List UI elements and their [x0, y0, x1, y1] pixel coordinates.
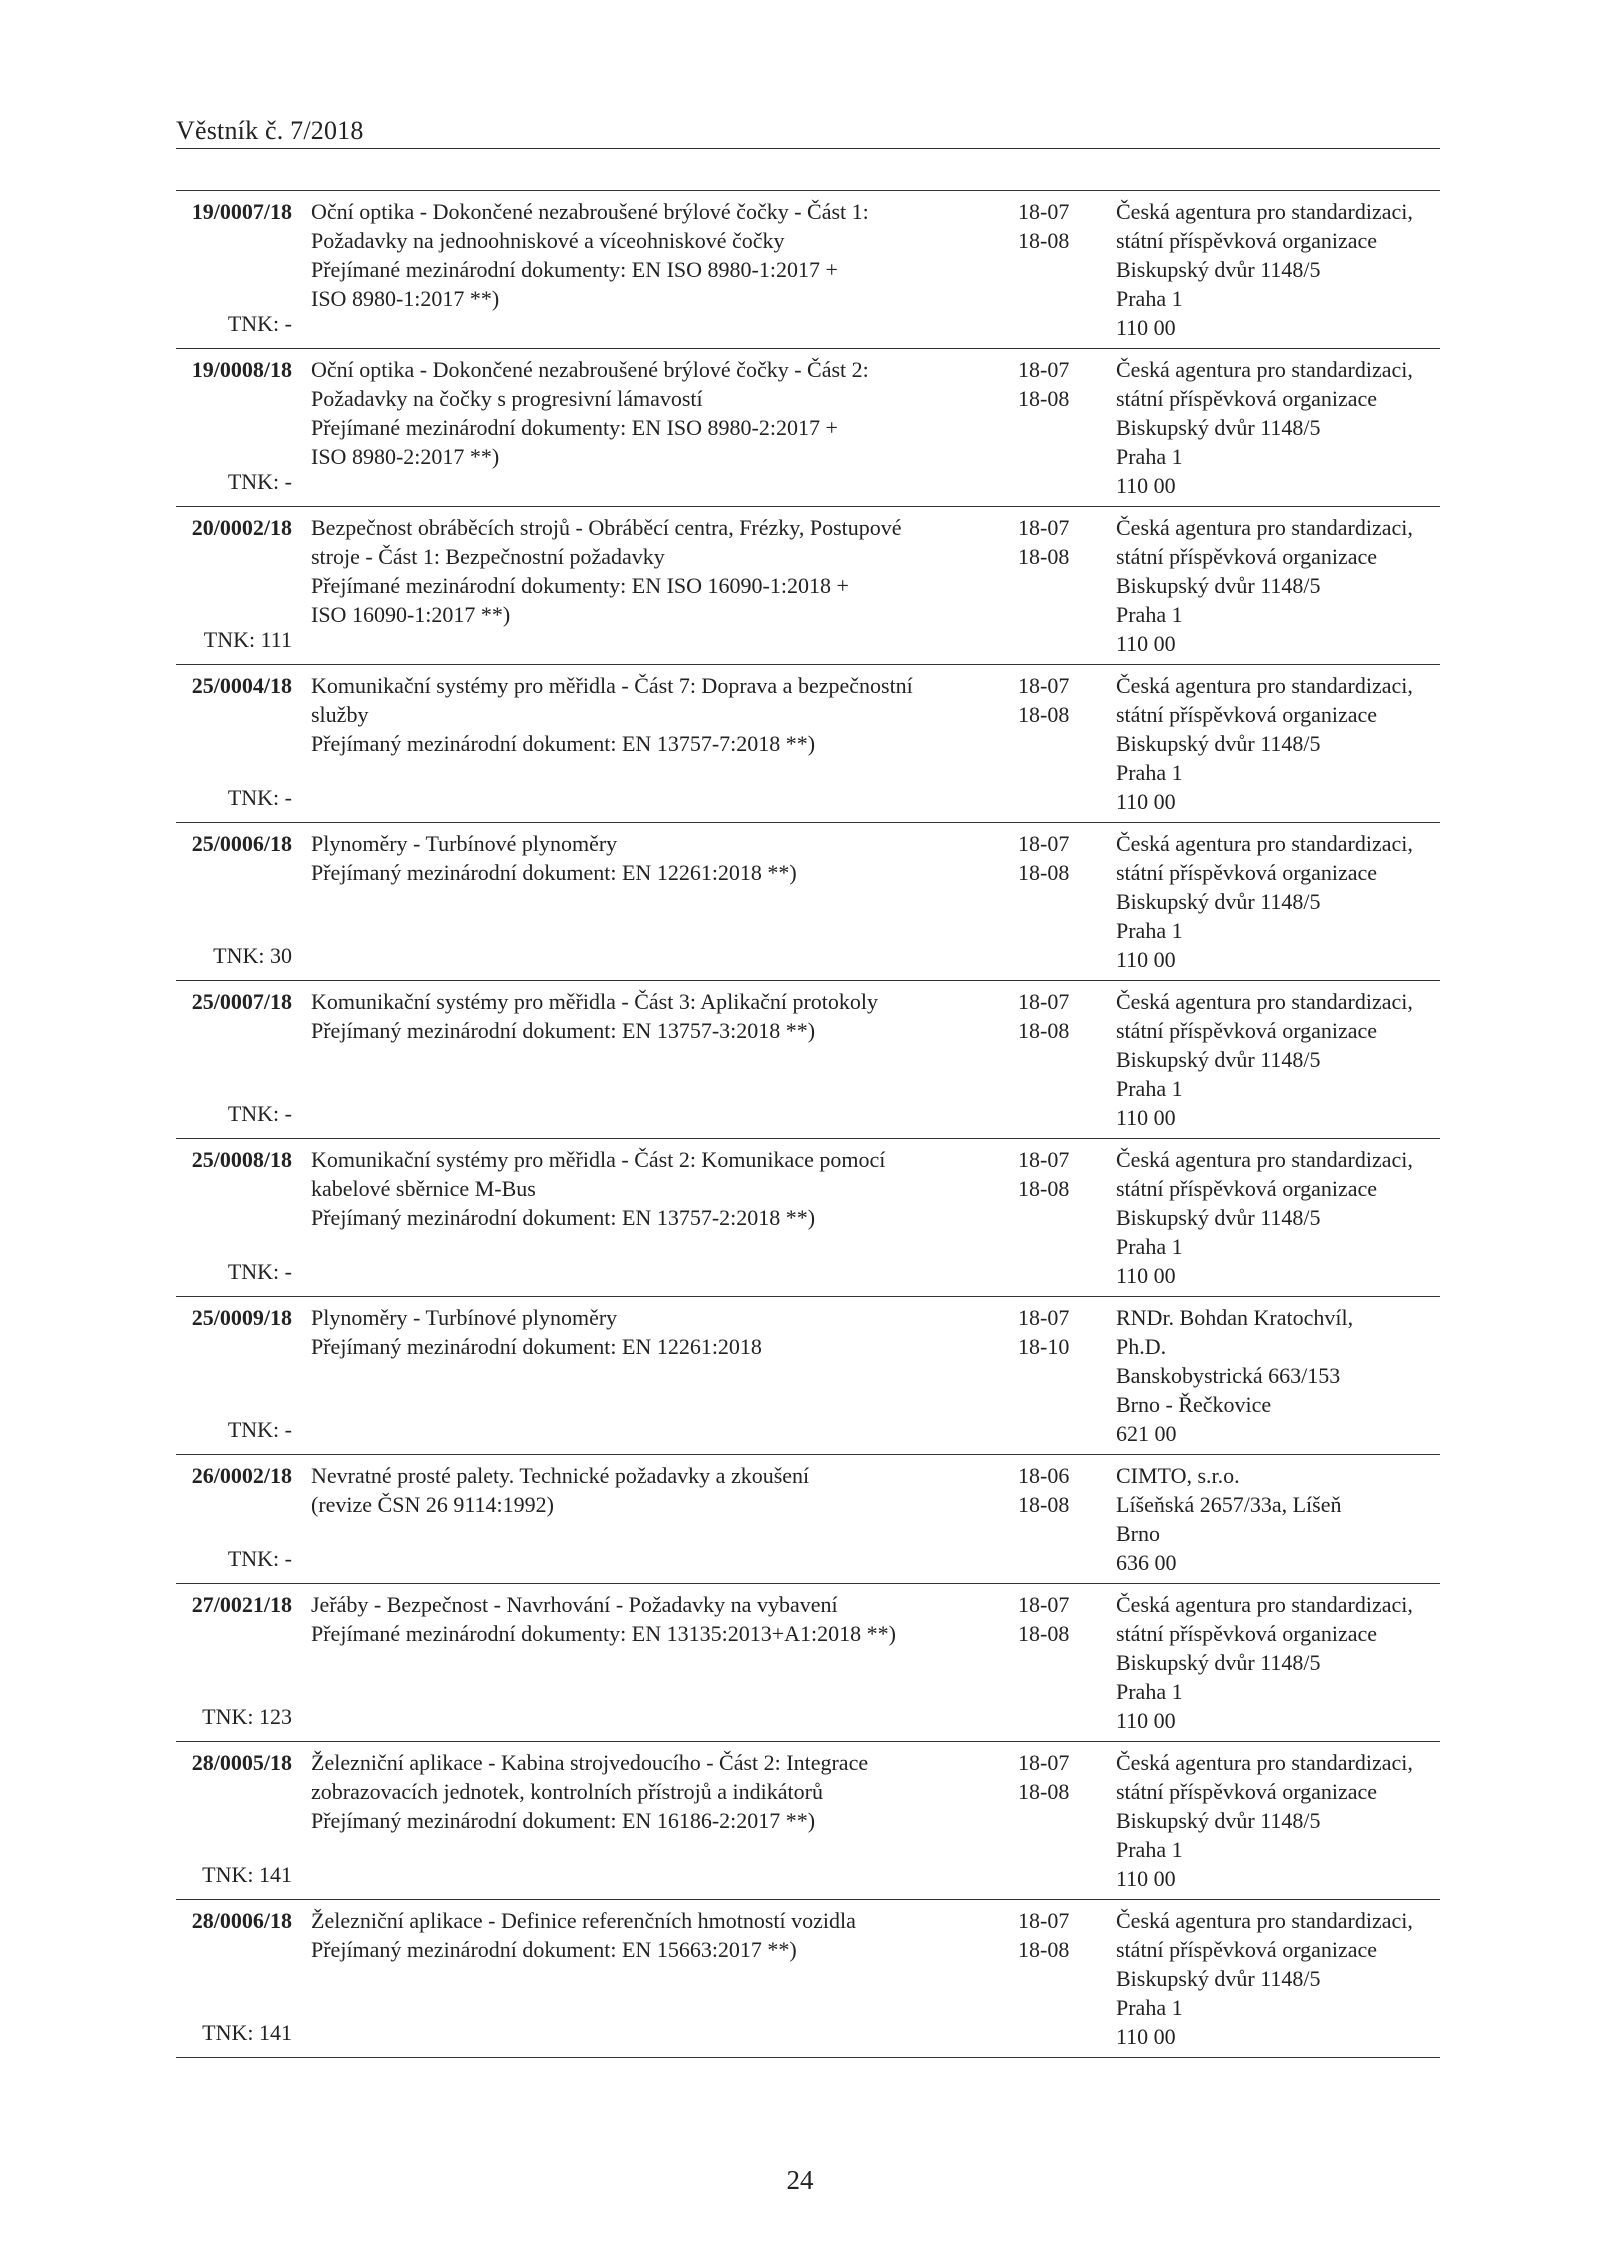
entry-number: 19/0008/18 — [191, 357, 292, 382]
entry-title-line: Oční optika - Dokončené nezabroušené brýlové čočky - Část 1: — [311, 199, 869, 224]
entry-code: 18-08 — [1018, 702, 1070, 727]
entry-organization-line: 110 00 — [1116, 789, 1176, 814]
entry-codes — [1018, 1461, 1098, 1519]
entry-number: 28/0006/18 — [191, 1908, 292, 1933]
entry-organization-line: státní příspěvková organizace — [1116, 1779, 1378, 1804]
entry-title-line: Přejímané mezinárodní dokumenty: EN ISO 16090-1:2018 + — [311, 573, 849, 598]
entry-organization-line: státní příspěvková organizace — [1116, 386, 1378, 411]
list-item — [176, 822, 1440, 980]
entry-organization — [1116, 671, 1446, 816]
entry-organization-line: 110 00 — [1116, 631, 1176, 656]
entry-organization — [1116, 355, 1446, 500]
list-item — [176, 1138, 1440, 1296]
entry-code: 18-07 — [1018, 1592, 1070, 1617]
entry-code: 18-06 — [1018, 1463, 1070, 1488]
entry-code: 18-07 — [1018, 1908, 1070, 1933]
entry-organization-line: státní příspěvková organizace — [1116, 228, 1378, 253]
entry-code: 18-07 — [1018, 989, 1070, 1014]
entry-number: 25/0008/18 — [191, 1147, 292, 1172]
entry-organization-line: Biskupský dvůr 1148/5 — [1116, 257, 1321, 282]
entry-organization-line: Česká agentura pro standardizaci, — [1116, 1592, 1413, 1617]
entry-organization-line: Praha 1 — [1116, 760, 1183, 785]
entry-title-line: Požadavky na čočky s progresivní lámavostí — [311, 386, 703, 411]
entry-code: 18-08 — [1018, 544, 1070, 569]
list-item — [176, 1583, 1440, 1741]
entry-code: 18-08 — [1018, 1018, 1070, 1043]
entry-organization-line: Biskupský dvůr 1148/5 — [1116, 415, 1321, 440]
entry-code: 18-08 — [1018, 386, 1070, 411]
entry-organization-line: Biskupský dvůr 1148/5 — [1116, 731, 1321, 756]
entry-tnk: TNK: - — [227, 1101, 292, 1126]
entry-organization-line: Brno - Řečkovice — [1116, 1392, 1272, 1417]
entry-tnk: TNK: 30 — [213, 943, 292, 968]
entry-title-line: Přejímané mezinárodní dokumenty: EN ISO 8980-2:2017 + — [311, 415, 838, 440]
entry-organization-line: Biskupský dvůr 1148/5 — [1116, 1650, 1321, 1675]
entry-organization-line: Praha 1 — [1116, 1234, 1183, 1259]
entry-organization-line: CIMTO, s.r.o. — [1116, 1463, 1240, 1488]
entry-title-line: Požadavky na jednoohniskové a víceohniskové čočky — [311, 228, 785, 253]
entry-tnk: TNK: - — [227, 1546, 292, 1571]
entry-organization-line: Biskupský dvůr 1148/5 — [1116, 1047, 1321, 1072]
entry-organization-line: Banskobystrická 663/153 — [1116, 1363, 1341, 1388]
entry-organization — [1116, 1145, 1446, 1290]
entry-tnk: TNK: 123 — [202, 1704, 292, 1729]
entry-organization-line: Brno — [1116, 1521, 1160, 1546]
entry-code: 18-08 — [1018, 228, 1070, 253]
entry-code: 18-07 — [1018, 515, 1070, 540]
entry-tnk: TNK: 141 — [202, 2020, 292, 2045]
entry-organization-line: Česká agentura pro standardizaci, — [1116, 1908, 1413, 1933]
entry-organization-line: Praha 1 — [1116, 286, 1183, 311]
entry-title-line: stroje - Část 1: Bezpečnostní požadavky — [311, 544, 665, 569]
entry-organization-line: Líšeňská 2657/33a, Líšeň — [1116, 1492, 1342, 1517]
entry-codes — [1018, 829, 1098, 887]
entry-organization-line: 110 00 — [1116, 1263, 1176, 1288]
entry-organization-line: Biskupský dvůr 1148/5 — [1116, 889, 1321, 914]
list-item — [176, 506, 1440, 664]
entry-organization-line: Česká agentura pro standardizaci, — [1116, 673, 1413, 698]
list-item — [176, 190, 1440, 348]
entry-organization-line: Česká agentura pro standardizaci, — [1116, 989, 1413, 1014]
entry-code: 18-07 — [1018, 1750, 1070, 1775]
entry-organization-line: Praha 1 — [1116, 444, 1183, 469]
entry-tnk: TNK: 141 — [202, 1862, 292, 1887]
entry-title-line: Přejímaný mezinárodní dokument: EN 12261:2018 — [311, 1334, 762, 1359]
entry-codes — [1018, 1748, 1098, 1806]
entry-organization-line: 110 00 — [1116, 947, 1176, 972]
entry-organization — [1116, 829, 1446, 974]
entry-organization-line: 110 00 — [1116, 1105, 1176, 1130]
entry-tnk: TNK: 111 — [203, 627, 292, 652]
entry-code: 18-08 — [1018, 860, 1070, 885]
entry-organization-line: státní příspěvková organizace — [1116, 1937, 1378, 1962]
entry-code: 18-07 — [1018, 357, 1070, 382]
entry-codes — [1018, 1590, 1098, 1648]
entry-organization-line: Praha 1 — [1116, 918, 1183, 943]
entry-code: 18-07 — [1018, 199, 1070, 224]
entry-tnk: TNK: - — [227, 1259, 292, 1284]
entry-organization-line: státní příspěvková organizace — [1116, 1176, 1378, 1201]
entry-title-line: Přejímaný mezinárodní dokument: EN 15663:2017 **) — [311, 1937, 797, 1962]
journal-title: Věstník č. 7/2018 — [176, 116, 364, 145]
entry-organization-line: státní příspěvková organizace — [1116, 702, 1378, 727]
entry-organization-line: Praha 1 — [1116, 1995, 1183, 2020]
entry-title-line: kabelové sběrnice M-Bus — [311, 1176, 536, 1201]
entry-number: 25/0009/18 — [191, 1305, 292, 1330]
entry-codes — [1018, 1906, 1098, 1964]
entry-number: 25/0006/18 — [191, 831, 292, 856]
entry-organization-line: státní příspěvková organizace — [1116, 860, 1378, 885]
entry-organization-line: státní příspěvková organizace — [1116, 544, 1378, 569]
entry-code: 18-08 — [1018, 1492, 1070, 1517]
entry-organization-line: 110 00 — [1116, 1708, 1176, 1733]
entry-title-line: Komunikační systémy pro měřidla - Část 3: Aplikační protokoly — [311, 989, 879, 1014]
entry-organization — [1116, 987, 1446, 1132]
entry-title-line: Komunikační systémy pro měřidla - Část 2: Komunikace pomocí — [311, 1147, 886, 1172]
entry-organization — [1116, 197, 1446, 342]
entry-title-line: Přejímaný mezinárodní dokument: EN 13757-7:2018 **) — [311, 731, 816, 756]
entry-organization-line: 110 00 — [1116, 473, 1176, 498]
entry-code: 18-08 — [1018, 1176, 1070, 1201]
entry-title-line: zobrazovacích jednotek, kontrolních přístrojů a indikátorů — [311, 1779, 823, 1804]
entry-organization-line: Biskupský dvůr 1148/5 — [1116, 1808, 1321, 1833]
entry-code: 18-08 — [1018, 1937, 1070, 1962]
list-item — [176, 664, 1440, 822]
entry-title-line: služby — [311, 702, 369, 727]
entry-code: 18-07 — [1018, 673, 1070, 698]
list-item — [176, 980, 1440, 1138]
entry-organization-line: Česká agentura pro standardizaci, — [1116, 1147, 1413, 1172]
entry-organization-line: Praha 1 — [1116, 602, 1183, 627]
entry-title-line: ISO 8980-2:2017 **) — [311, 444, 500, 469]
entry-codes — [1018, 197, 1098, 255]
entry-organization — [1116, 1303, 1446, 1448]
entry-code: 18-08 — [1018, 1621, 1070, 1646]
entry-organization — [1116, 513, 1446, 658]
entry-title-line: Přejímaný mezinárodní dokument: EN 13757-3:2018 **) — [311, 1018, 816, 1043]
entry-number: 20/0002/18 — [191, 515, 292, 540]
entry-title-line: Železniční aplikace - Kabina strojvedoucího - Část 2: Integrace — [311, 1750, 869, 1775]
list-item — [176, 348, 1440, 506]
entry-codes — [1018, 671, 1098, 729]
entry-title-line: Jeřáby - Bezpečnost - Navrhování - Požadavky na vybavení — [311, 1592, 838, 1617]
entry-organization-line: 110 00 — [1116, 2024, 1176, 2049]
entry-number: 19/0007/18 — [191, 199, 292, 224]
entry-title-line: Komunikační systémy pro měřidla - Část 7: Doprava a bezpečnostní — [311, 673, 913, 698]
entry-organization-line: Biskupský dvůr 1148/5 — [1116, 1205, 1321, 1230]
entry-title-line: (revize ČSN 26 9114:1992) — [311, 1492, 554, 1517]
list-item — [176, 1296, 1440, 1454]
entry-organization-line: Biskupský dvůr 1148/5 — [1116, 1966, 1321, 1991]
entry-title-line: Železniční aplikace - Definice referenčních hmotností vozidla — [311, 1908, 856, 1933]
entry-tnk: TNK: - — [227, 1417, 292, 1442]
entry-organization — [1116, 1461, 1446, 1577]
entry-number: 28/0005/18 — [191, 1750, 292, 1775]
entry-title-line: Přejímaný mezinárodní dokument: EN 13757-2:2018 **) — [311, 1205, 816, 1230]
entry-organization-line: 110 00 — [1116, 1866, 1176, 1891]
list-item — [176, 1741, 1440, 1899]
entry-organization-line: Ph.D. — [1116, 1334, 1167, 1359]
entry-organization-line: Biskupský dvůr 1148/5 — [1116, 573, 1321, 598]
entry-organization-line: Praha 1 — [1116, 1679, 1183, 1704]
entry-codes — [1018, 355, 1098, 413]
entry-organization — [1116, 1590, 1446, 1735]
page-number: 24 — [786, 2165, 814, 2195]
entry-organization-line: Praha 1 — [1116, 1837, 1183, 1862]
entry-organization-line: Česká agentura pro standardizaci, — [1116, 831, 1413, 856]
entry-number: 26/0002/18 — [191, 1463, 292, 1488]
entry-title-line: Bezpečnost obráběcích strojů - Obráběcí centra, Frézky, Postupové — [311, 515, 902, 540]
entry-title-line: Plynoměry - Turbínové plynoměry — [311, 1305, 618, 1330]
entry-organization-line: Česká agentura pro standardizaci, — [1116, 357, 1413, 382]
list-item — [176, 1454, 1440, 1583]
entry-code: 18-07 — [1018, 1147, 1070, 1172]
entry-title-line: Oční optika - Dokončené nezabroušené brýlové čočky - Část 2: — [311, 357, 869, 382]
entry-organization-line: státní příspěvková organizace — [1116, 1621, 1378, 1646]
entry-organization-line: Česká agentura pro standardizaci, — [1116, 1750, 1413, 1775]
entry-codes — [1018, 1145, 1098, 1203]
entry-title-line: Nevratné prosté palety. Technické požadavky a zkoušení — [311, 1463, 810, 1488]
entry-title-line: ISO 16090-1:2017 **) — [311, 602, 511, 627]
entry-organization-line: Česká agentura pro standardizaci, — [1116, 515, 1413, 540]
entry-organization — [1116, 1906, 1446, 2051]
entry-code: 18-08 — [1018, 1779, 1070, 1804]
notification-list — [176, 190, 1440, 2058]
entry-number: 25/0004/18 — [191, 673, 292, 698]
entry-organization-line: Česká agentura pro standardizaci, — [1116, 199, 1413, 224]
entry-organization-line: Praha 1 — [1116, 1076, 1183, 1101]
entry-title-line: Přejímané mezinárodní dokumenty: EN 13135:2013+A1:2018 **) — [311, 1621, 896, 1646]
entry-codes — [1018, 513, 1098, 571]
entry-code: 18-10 — [1018, 1334, 1070, 1359]
entry-title-line: Přejímaný mezinárodní dokument: EN 12261:2018 **) — [311, 860, 797, 885]
entry-organization-line: RNDr. Bohdan Kratochvíl, — [1116, 1305, 1354, 1330]
entry-title-line: ISO 8980-1:2017 **) — [311, 286, 500, 311]
entry-tnk: TNK: - — [227, 311, 292, 336]
entry-code: 18-07 — [1018, 831, 1070, 856]
entry-code: 18-07 — [1018, 1305, 1070, 1330]
page-header — [176, 108, 1440, 149]
entry-organization-line: 636 00 — [1116, 1550, 1177, 1575]
entry-organization-line: 110 00 — [1116, 315, 1176, 340]
entry-organization — [1116, 1748, 1446, 1893]
entry-codes — [1018, 987, 1098, 1045]
entry-number: 25/0007/18 — [191, 989, 292, 1014]
entry-organization-line: státní příspěvková organizace — [1116, 1018, 1378, 1043]
list-item — [176, 1899, 1440, 2058]
entry-tnk: TNK: - — [227, 785, 292, 810]
entry-title-line: Přejímaný mezinárodní dokument: EN 16186-2:2017 **) — [311, 1808, 816, 1833]
entry-organization-line: 621 00 — [1116, 1421, 1177, 1446]
entry-codes — [1018, 1303, 1098, 1361]
entry-tnk: TNK: - — [227, 469, 292, 494]
entry-number: 27/0021/18 — [191, 1592, 292, 1617]
entry-title-line: Plynoměry - Turbínové plynoměry — [311, 831, 618, 856]
entry-title-line: Přejímané mezinárodní dokumenty: EN ISO 8980-1:2017 + — [311, 257, 838, 282]
